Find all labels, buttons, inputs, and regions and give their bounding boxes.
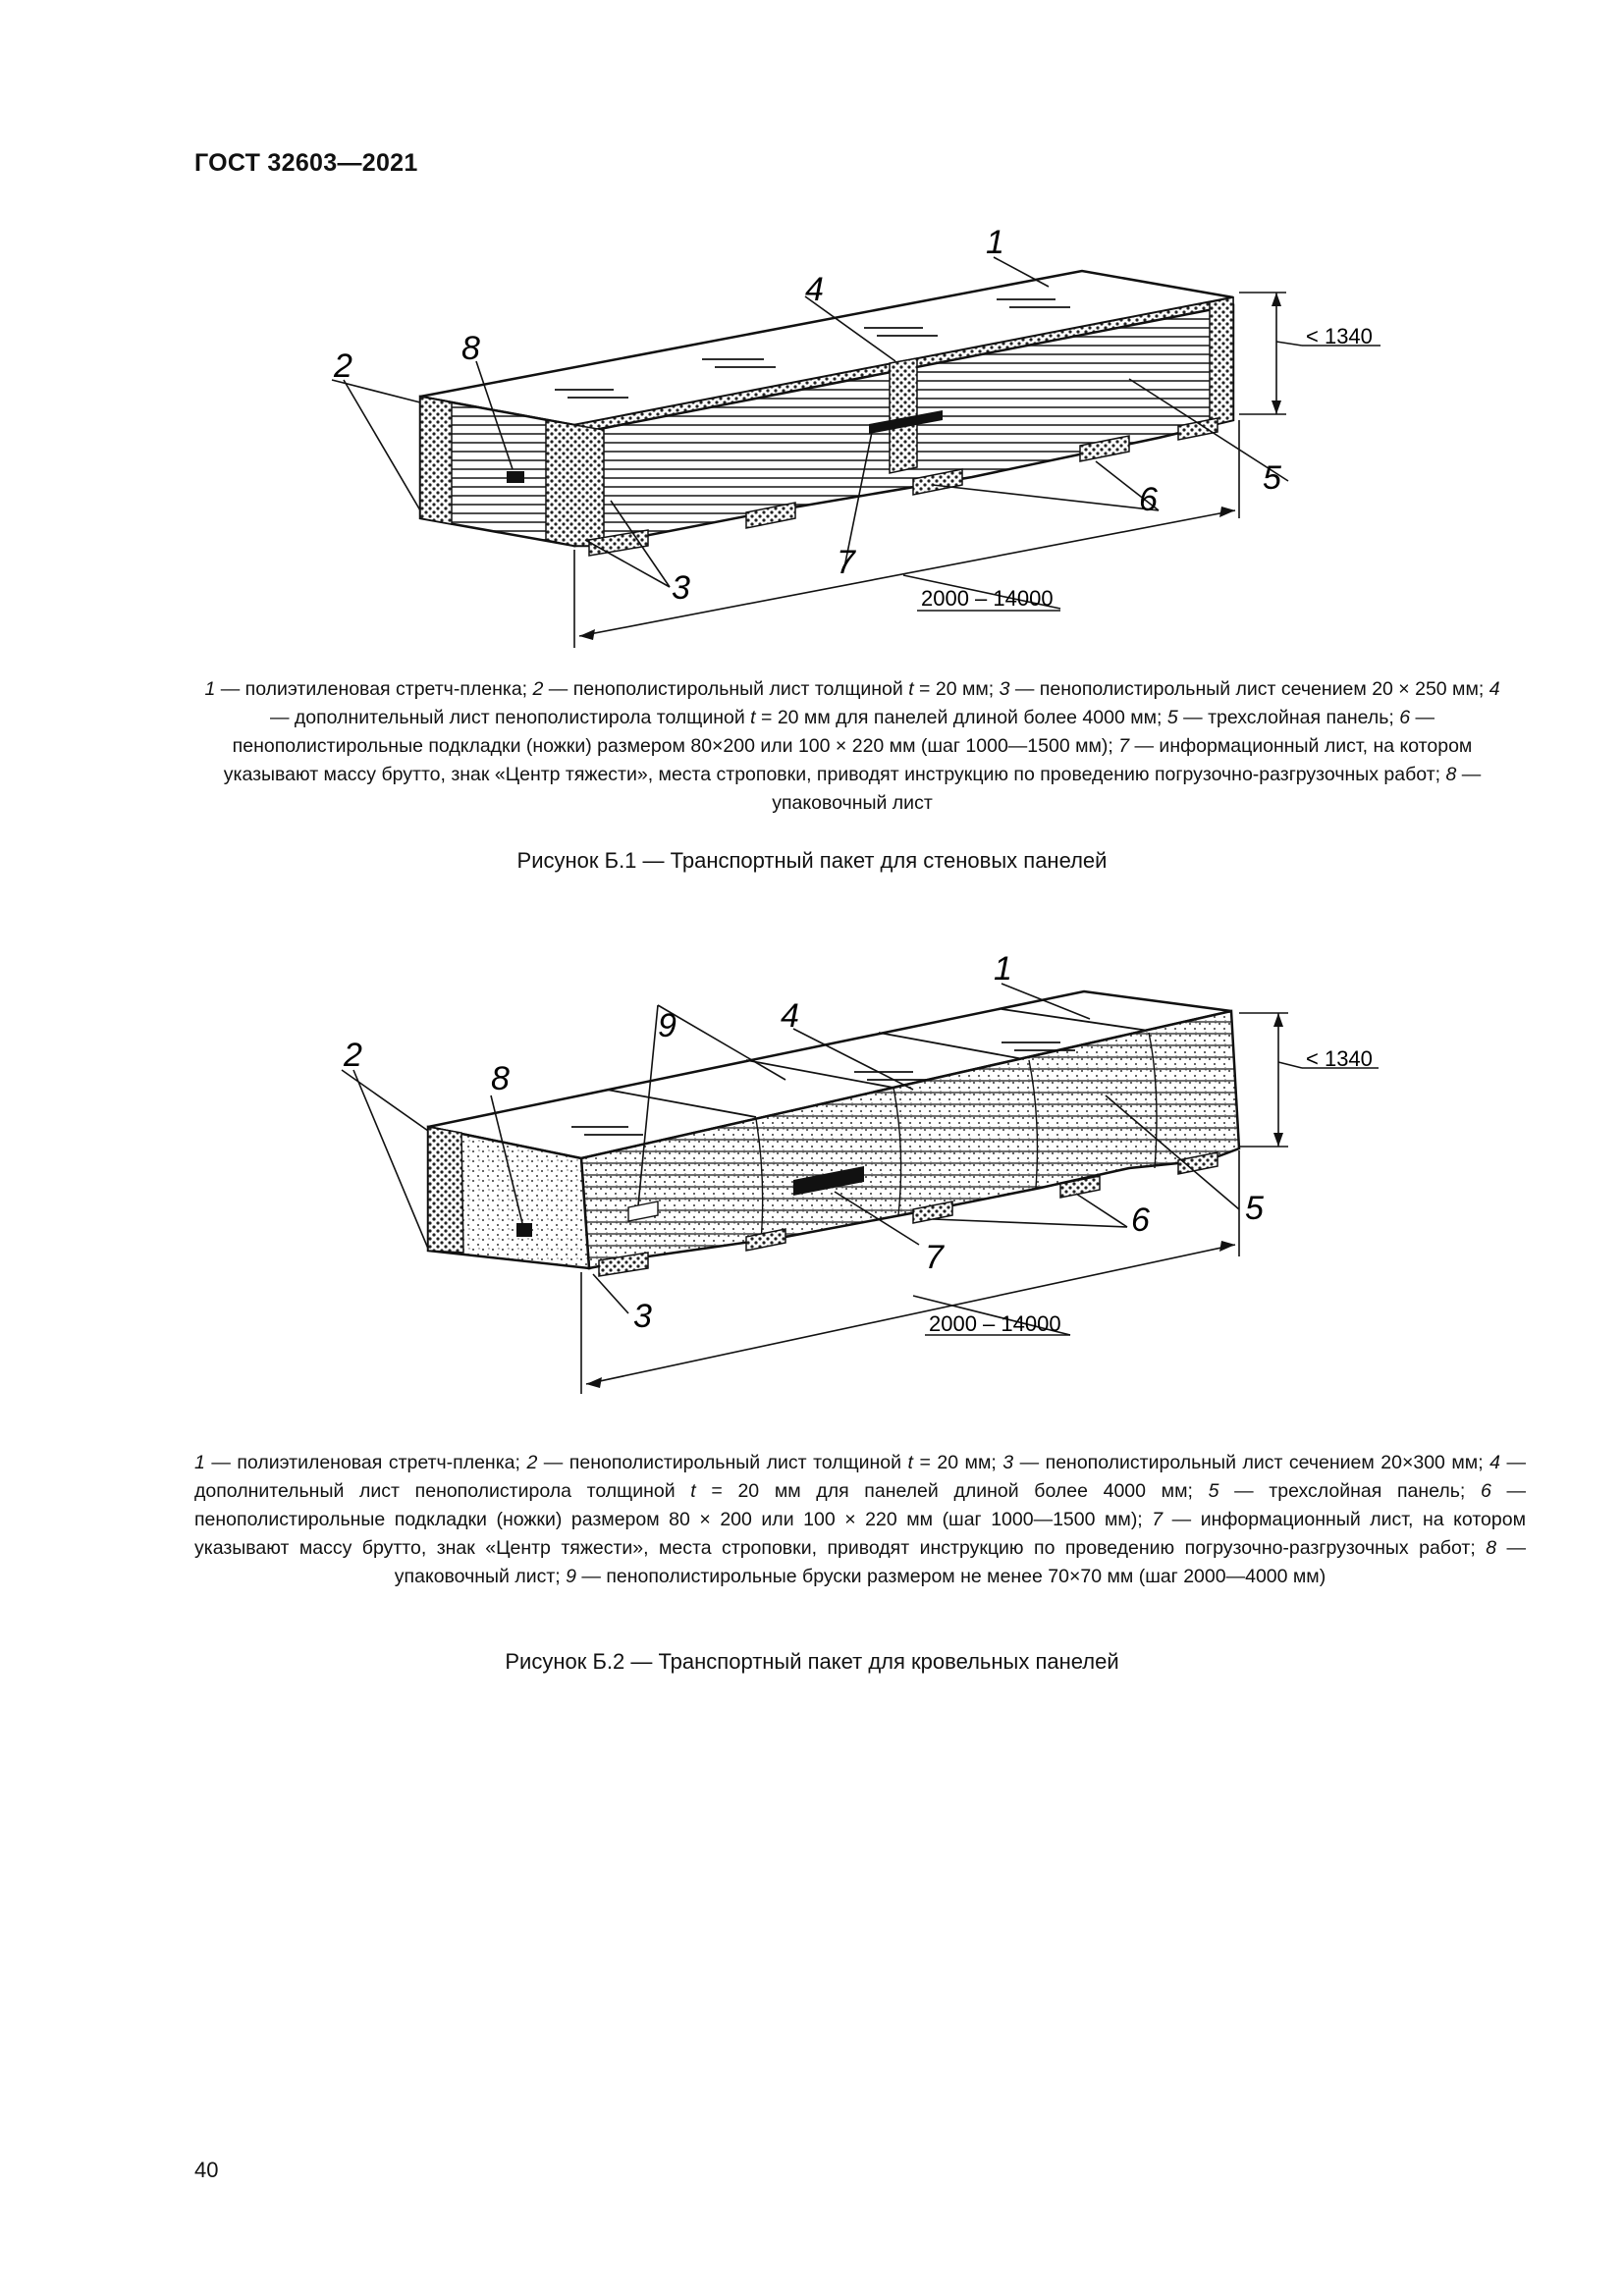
label-8: 8 <box>491 1060 510 1097</box>
right-end-foam <box>1210 297 1233 426</box>
figure-b2-legend: 1 — полиэтиленовая стретч-пленка; 2 — пенополистирольный лист толщиной t = 20 мм; 3 — пенополистирольный лист сечением 20×300 мм; 4 — дополнительный лист пенополистирола толщиной t = 20 мм для панелей длиной более 4000 мм; 5 — трехслойная панель; 6 — пенополистирольные подкладки (ножки) размером 80 × 200 или 100 × 220 мм (шаг 1000—1500 мм); 7 — информационный лист, на котором указывают массу брутто, знак «Центр тяжести», места строповки, приводят инструкцию по проведению погрузочно-разгрузочных работ; 8 — упаковочный лист; 9 — пенополистирольные бруски размером не менее 70×70 мм (шаг 2000—4000 мм) <box>194 1452 1527 1587</box>
page-header: ГОСТ 32603—2021 <box>194 149 418 177</box>
figure-b1-legend: 1 — полиэтиленовая стретч-пленка; 2 — пенополистирольный лист толщиной t = 20 мм; 3 — пенополистирольный лист сечением 20 × 250 мм; 4 — дополнительный лист пенополистирола толщиной t = 20 мм для панелей длиной более 4000 мм; 5 — трехслойная панель; 6 — пенополистирольные подкладки (ножки) размером 80×200 или 100 × 220 мм (шаг 1000—1500 мм); 7 — информационный лист, на котором указывают массу брутто, знак «Центр тяжести», места строповки, приводят инструкцию по проведению погрузочно-разгрузочных работ; 8 — упаковочный лист <box>204 678 1500 814</box>
label-3: 3 <box>672 569 690 607</box>
label-9: 9 <box>658 1007 677 1044</box>
label-8: 8 <box>461 330 480 367</box>
label-4: 4 <box>805 271 824 308</box>
label-3: 3 <box>633 1298 652 1335</box>
label-2: 2 <box>344 1037 362 1074</box>
page-number: 40 <box>194 2158 219 2182</box>
figure-b2 <box>0 903 1624 1433</box>
figure-b1-caption: Рисунок Б.1 — Транспортный пакет для стеновых панелей <box>516 848 1108 873</box>
dim-height: < 1340 <box>1306 324 1373 348</box>
label-4: 4 <box>781 997 799 1035</box>
figure-b1 <box>0 0 1624 687</box>
dim-length: 2000 – 14000 <box>921 586 1054 611</box>
label-6: 6 <box>1139 481 1158 518</box>
dim-height: < 1340 <box>1306 1046 1373 1071</box>
label-6: 6 <box>1131 1201 1150 1239</box>
figure-b1-drawing <box>0 0 1624 687</box>
end-foam-sheet <box>420 397 452 524</box>
label-7: 7 <box>837 544 855 581</box>
packing-sheet <box>507 471 524 483</box>
figure-b2-caption: Рисунок Б.2 — Транспортный пакет для кровельных панелей <box>505 1649 1119 1674</box>
figure-b2-drawing <box>0 903 1624 1433</box>
label-7: 7 <box>925 1239 944 1276</box>
label-5: 5 <box>1263 459 1281 497</box>
corner-foam-strip <box>546 420 604 546</box>
label-1: 1 <box>986 224 1004 261</box>
label-5: 5 <box>1245 1190 1264 1227</box>
packing-sheet <box>516 1223 532 1237</box>
label-1: 1 <box>994 950 1012 988</box>
dim-length: 2000 – 14000 <box>929 1311 1061 1336</box>
middle-foam-sheet <box>890 358 917 473</box>
end-foam-sheet <box>428 1127 463 1253</box>
label-2: 2 <box>334 347 352 385</box>
